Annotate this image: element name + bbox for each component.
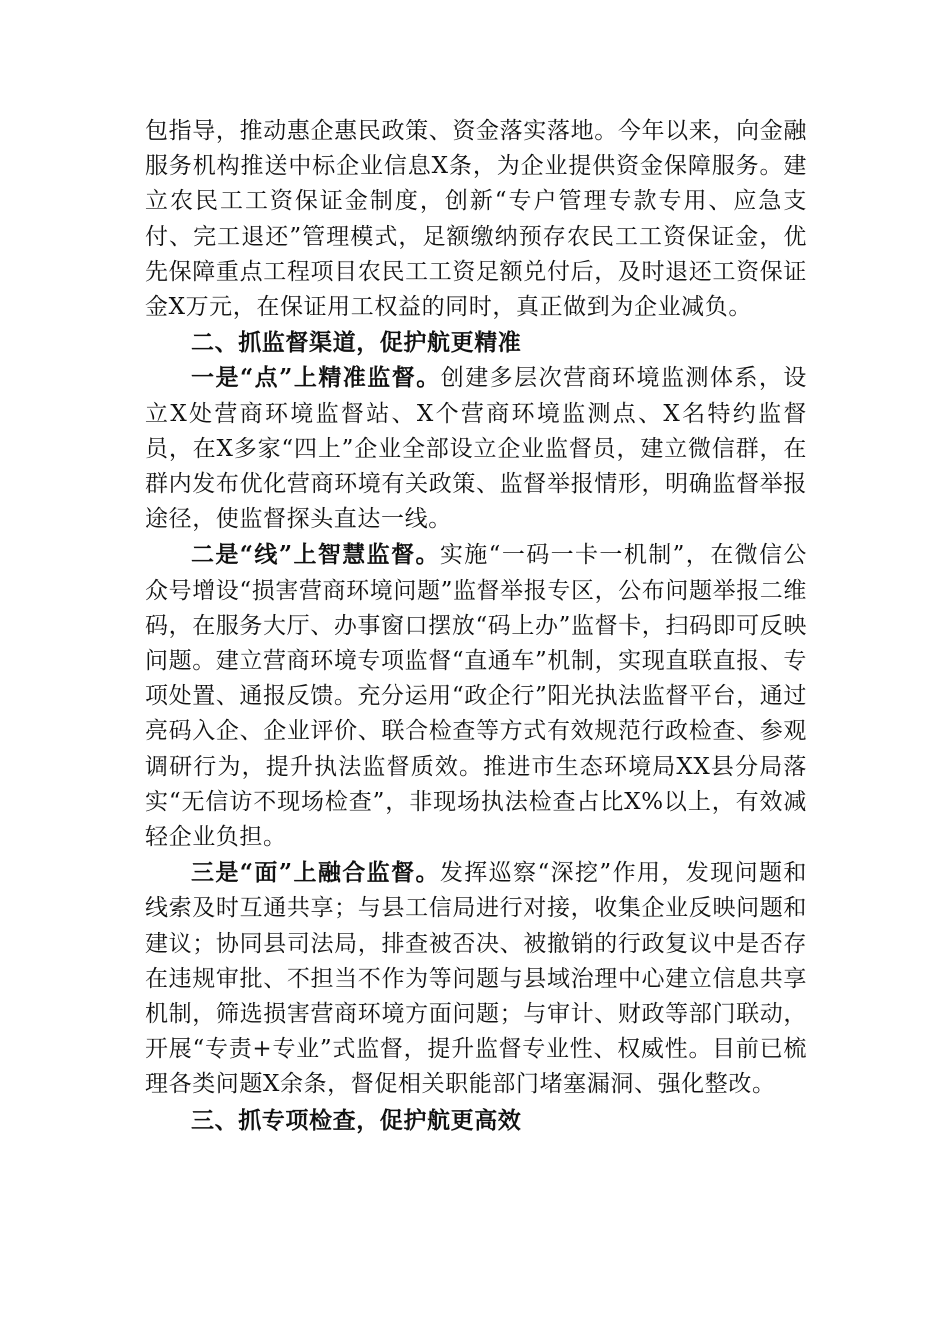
paragraph-lead: 三是“面”上融合监督。 xyxy=(191,859,440,887)
paragraph-line-supervision xyxy=(145,537,807,855)
paragraph-text: 包指导，推动惠企惠民政策、资金落实落地。今年以来，向金融服务机构推送中标企业信息X条，为企业提供资金保障服务。建立农民工工资保证金制度，创新“专户管理专款专用、应急支付、完工退还”管理模式，足额缴纳预存农民工工资保证金，优先保障重点工程项目农民工工资足额兑付后，及时退还工资保证金X万元，在保证用工权益的同时，真正做到为企业减负。 xyxy=(145,118,807,321)
section-heading-supervision-channels: 二、抓监督渠道，促护航更精准 xyxy=(191,329,522,357)
paragraph-surface-supervision xyxy=(145,855,807,1102)
paragraph-text: 实施“一码一卡一机制”，在微信公众号增设“损害营商环境问题”监督举报专区，公布问题举报二维码，在服务大厅、办事窗口摆放“码上办”监督卡，扫码即可反映问题。建立营商环境专项监督“直通车”机制，实现直联直报、专项处置、通报反馈。充分运用“政企行”阳光执法监督平台，通过亮码入企、企业评价、联合检查等方式有效规范行政检查、参观调研行为，提升执法监督质效。推进市生态环境局XX县分局落实“无信访不现场检查”，非现场执法检查占比X%以上，有效减轻企业负担。 xyxy=(145,542,807,851)
section-heading-special-inspection: 三、抓专项检查，促护航更高效 xyxy=(191,1106,522,1134)
paragraph-lead: 二是“线”上智慧监督。 xyxy=(191,541,440,569)
paragraph-point-supervision xyxy=(145,360,807,537)
document-page xyxy=(145,114,807,1138)
paragraph-funding-guarantee xyxy=(145,114,807,325)
paragraph-lead: 一是“点”上精准监督。 xyxy=(191,364,441,392)
paragraph-text: 创建多层次营商环境监测体系，设立X处营商环境监督站、X个营商环境监测点、X名特约监督员，在X多家“四上”企业全部设立企业监督员，建立微信群，在群内发布优化营商环境有关政策、监督举报情形，明确监督举报途径，使监督探头直达一线。 xyxy=(145,365,808,533)
paragraph-text: 发挥巡察“深挖”作用，发现问题和线索及时互通共享；与县工信局进行对接，收集企业反映问题和建议；协同县司法局，排查被否决、被撤销的行政复议中是否存在违规审批、不担当不作为等问题与县域治理中心建立信息共享机制，筛选损害营商环境方面问题；与审计、财政等部门联动，开展“专责+专业”式监督，提升监督专业性、权威性。目前已梳理各类问题X余条，督促相关职能部门堵塞漏洞、强化整改。 xyxy=(145,860,807,1098)
